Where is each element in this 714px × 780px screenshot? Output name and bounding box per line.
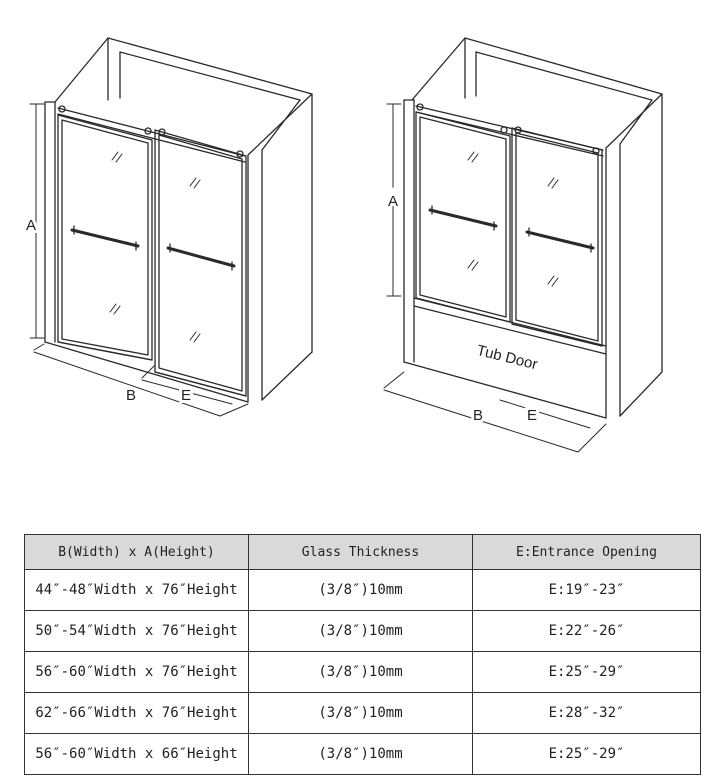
- right-label-a: A: [387, 193, 399, 210]
- table-row: [25, 693, 701, 734]
- cell-entrance-opening: E:28″-32″: [473, 693, 701, 734]
- cell-size: 56″-60″Width x 66″Height: [25, 734, 249, 775]
- tub-door-caption: Tub Door: [474, 341, 540, 374]
- cell-size: 50″-54″Width x 76″Height: [25, 611, 249, 652]
- left-label-a: A: [25, 217, 37, 234]
- header-glass-thickness: Glass Thickness: [249, 535, 473, 570]
- left-shower-enclosure: [30, 38, 312, 416]
- table-row: [25, 611, 701, 652]
- cell-entrance-opening: E:22″-26″: [473, 611, 701, 652]
- table-row: [25, 652, 701, 693]
- cell-glass-thickness: (3/8″)10mm: [249, 611, 473, 652]
- cell-entrance-opening: E:25″-29″: [473, 734, 701, 775]
- table-header-row: [25, 535, 701, 570]
- cell-size: 56″-60″Width x 76″Height: [25, 652, 249, 693]
- cell-glass-thickness: (3/8″)10mm: [249, 652, 473, 693]
- cell-glass-thickness: (3/8″)10mm: [249, 734, 473, 775]
- cell-glass-thickness: (3/8″)10mm: [249, 570, 473, 611]
- table-row: [25, 734, 701, 775]
- header-size: B(Width) x A(Height): [25, 535, 249, 570]
- cell-entrance-opening: E:25″-29″: [473, 652, 701, 693]
- right-label-e: E: [526, 407, 538, 424]
- cell-entrance-opening: E:19″-23″: [473, 570, 701, 611]
- cell-size: 44″-48″Width x 76″Height: [25, 570, 249, 611]
- cell-glass-thickness: (3/8″)10mm: [249, 693, 473, 734]
- right-label-b: B: [472, 407, 484, 424]
- left-label-e: E: [180, 387, 192, 404]
- spec-table: [24, 534, 701, 775]
- table-row: [25, 570, 701, 611]
- cell-size: 62″-66″Width x 76″Height: [25, 693, 249, 734]
- left-label-b: B: [125, 387, 137, 404]
- header-entrance-opening: E:Entrance Opening: [473, 535, 701, 570]
- right-tub-enclosure: [384, 38, 662, 452]
